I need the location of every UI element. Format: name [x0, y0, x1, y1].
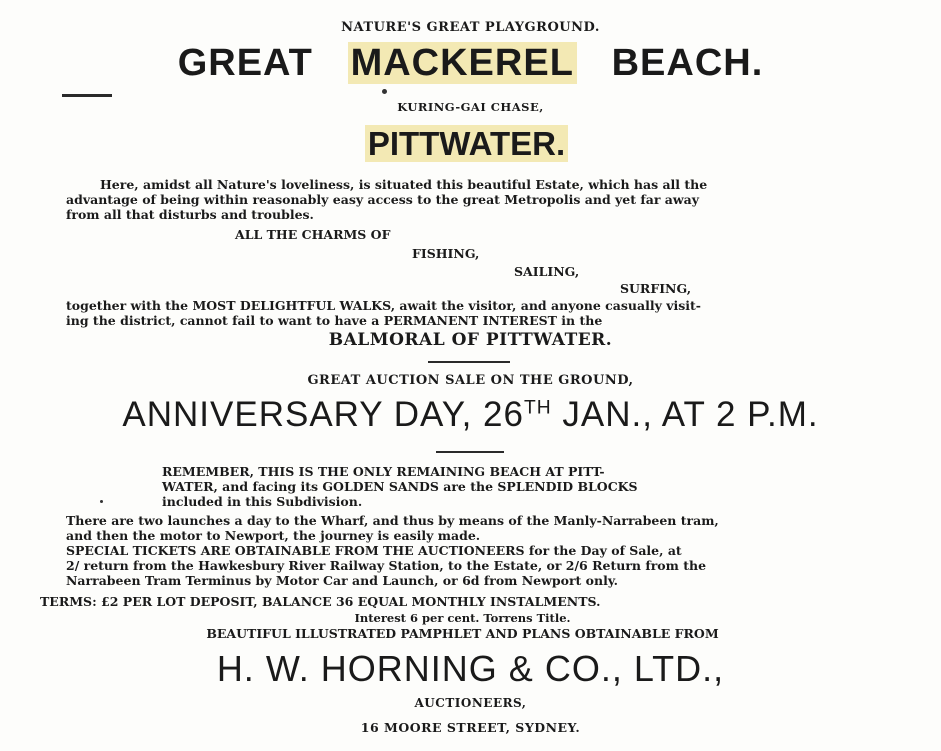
date-text-part2: JAN., AT 2 P.M. [551, 395, 819, 434]
intro-line: Here, amidst all Nature's loveliness, is situated this beautiful Estate, which has all the [100, 177, 708, 192]
date-text-part1: ANNIVERSARY DAY, 26 [122, 395, 524, 434]
location-highlight: PITTWATER. [365, 125, 568, 162]
charms-lead: ALL THE CHARMS OF [235, 227, 391, 242]
interest-line: Interest 6 per cent. Torrens Title. [354, 611, 571, 625]
intro-paragraph [66, 177, 874, 222]
headline [0, 42, 941, 85]
pamphlet-line: BEAUTIFUL ILLUSTRATED PAMPHLET AND PLANS OBTAINABLE FROM [206, 626, 719, 641]
details-line: and then the motor to Newport, the journey is easily made. [66, 528, 481, 543]
auction-line: GREAT AUCTION SALE ON THE GROUND, [307, 373, 634, 388]
address-line: 16 MOORE STREET, SYDNEY. [360, 720, 581, 735]
details-line: There are two launches a day to the Wharf, and thus by means of the Manly-Narrabeen tram, [66, 513, 719, 528]
auctioneers-label: AUCTIONEERS, [414, 696, 527, 710]
divider-rule-2 [436, 451, 504, 453]
headline-word-mackerel: MACKEREL [348, 42, 577, 84]
details-line: 2/ return from the Hawkesbury River Railway Station, to the Estate, or 2/6 Return from the [66, 558, 707, 573]
date-line [0, 395, 941, 435]
headline-word-beach: BEACH. [611, 42, 764, 84]
walks-line: together with the MOST DELIGHTFUL WALKS, await the visitor, and anyone casually visit- [66, 298, 701, 313]
details-line: Narrabeen Tram Terminus by Motor Car and Launch, or 6d from Newport only. [66, 573, 619, 588]
location-line: KURING-GAI CHASE, [397, 100, 544, 114]
remember-line: WATER, and facing its GOLDEN SANDS are the SPLENDID BLOCKS [162, 479, 638, 494]
details-line: SPECIAL TICKETS ARE OBTAINABLE FROM THE AUCTIONEERS for the Day of Sale, at [66, 543, 682, 558]
remember-line: included in this Subdivision. [162, 494, 363, 509]
intro-line: advantage of being within reasonably easy access to the great Metropolis and yet far away [66, 192, 700, 207]
intro-line: from all that disturbs and troubles. [66, 207, 314, 222]
remember-paragraph [162, 464, 782, 509]
kicker: NATURE'S GREAT PLAYGROUND. [341, 20, 600, 35]
charm-fishing: FISHING, [412, 246, 480, 261]
charm-sailing: SAILING, [514, 264, 580, 279]
divider-rule-1 [428, 361, 510, 363]
short-rule-left [62, 94, 112, 97]
walks-line: ing the district, cannot fail to want to have a PERMANENT INTEREST in the [66, 313, 603, 328]
headline-word-great: GREAT [177, 42, 313, 84]
location-title [0, 125, 937, 163]
remember-line: REMEMBER, THIS IS THE ONLY REMAINING BEACH AT PITT- [162, 464, 605, 479]
terms-line: TERMS: £2 PER LOT DEPOSIT, BALANCE 36 EQUAL MONTHLY INSTALMENTS. [40, 594, 601, 609]
date-ordinal: TH [523, 397, 552, 419]
balmoral-line: BALMORAL OF PITTWATER. [328, 330, 613, 350]
ink-dot [100, 500, 103, 503]
charm-surfing: SURFING, [620, 281, 692, 296]
ink-dot [382, 89, 387, 94]
details-paragraph [66, 513, 874, 588]
walks-paragraph [66, 298, 874, 328]
firm-name: H. W. HORNING & CO., LTD., [216, 648, 725, 689]
